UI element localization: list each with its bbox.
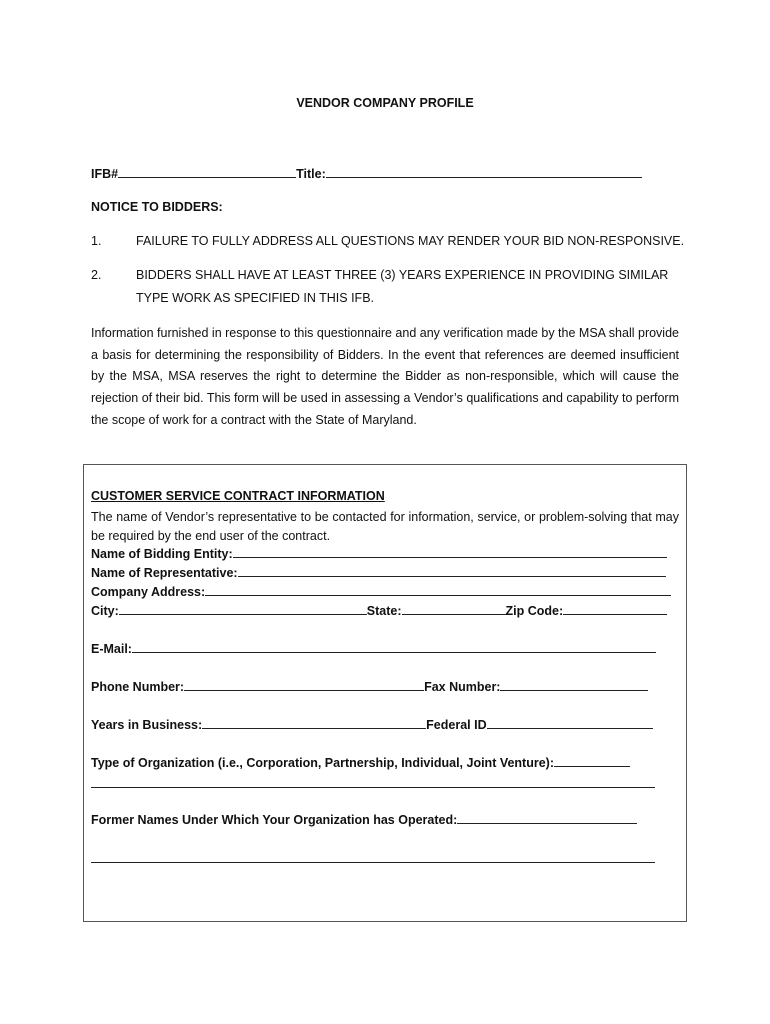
representative-field[interactable] <box>238 565 666 577</box>
years-field[interactable] <box>202 717 426 729</box>
page-title: VENDOR COMPANY PROFILE <box>296 96 474 110</box>
org-type-field[interactable] <box>554 755 630 767</box>
notice-2-text-line1: BIDDERS SHALL HAVE AT LEAST THREE (3) YEARS EXPERIENCE IN PROVIDING SIMILAR <box>136 268 669 282</box>
bidding-entity-row <box>91 546 667 561</box>
company-address-row <box>91 584 671 599</box>
notice-2-number: 2. <box>91 268 102 282</box>
org-type-continuation-line[interactable] <box>91 787 655 788</box>
state-field[interactable] <box>402 603 506 615</box>
email-field[interactable] <box>132 641 656 653</box>
company-address-label: Company Address: <box>91 585 206 599</box>
section-description: The name of Vendor’s representative to be contacted for information, service, or problem-solving that may be required by the end user of the contract. <box>91 510 679 543</box>
notice-1-number: 1. <box>91 234 102 248</box>
notice-heading: NOTICE TO BIDDERS: <box>91 200 223 214</box>
title-label: Title: <box>296 167 326 181</box>
ifb-row <box>91 166 642 181</box>
org-type-row <box>91 755 630 770</box>
fax-label: Fax Number: <box>424 680 501 694</box>
email-label: E-Mail: <box>91 642 132 656</box>
phone-field[interactable] <box>184 679 424 691</box>
city-label: City: <box>91 604 119 618</box>
title-field[interactable] <box>326 166 642 178</box>
email-row <box>91 641 656 656</box>
federal-id-label: Federal ID <box>426 718 487 732</box>
zip-label: Zip Code: <box>505 604 564 618</box>
city-field[interactable] <box>119 603 367 615</box>
notice-2-text-line2: TYPE WORK AS SPECIFIED IN THIS IFB. <box>136 291 375 305</box>
city-state-zip-row <box>91 603 667 618</box>
representative-row <box>91 565 666 580</box>
former-names-label: Former Names Under Which Your Organization has Operated: <box>91 813 458 827</box>
intro-paragraph: Information furnished in response to this questionnaire and any verification made by the MSA shall provide a basis for determining the responsibility of Bidders. In the event that references are deemed insufficient by the MSA, MSA reserves the right to determine the Bidder as non-responsible, which will cause the rejection of their bid. This form will be used in assessing a Vendor’s qualifications and capability to perform the scope of work for a contract with the State of Maryland. <box>91 326 679 427</box>
section-heading: CUSTOMER SERVICE CONTRACT INFORMATION <box>91 489 385 503</box>
phone-fax-row <box>91 679 648 694</box>
notice-1-text: FAILURE TO FULLY ADDRESS ALL QUESTIONS MAY RENDER YOUR BID NON-RESPONSIVE. <box>136 234 685 248</box>
bidding-entity-label: Name of Bidding Entity: <box>91 547 233 561</box>
bidding-entity-field[interactable] <box>233 546 667 558</box>
phone-label: Phone Number: <box>91 680 185 694</box>
years-federal-row <box>91 717 653 732</box>
years-label: Years in Business: <box>91 718 203 732</box>
former-names-row <box>91 812 637 827</box>
zip-field[interactable] <box>563 603 667 615</box>
representative-label: Name of Representative: <box>91 566 238 580</box>
ifb-field[interactable] <box>118 166 296 178</box>
ifb-label: IFB# <box>91 167 119 181</box>
former-names-continuation-line[interactable] <box>91 862 655 863</box>
former-names-field[interactable] <box>457 812 637 824</box>
company-address-field[interactable] <box>205 584 671 596</box>
federal-id-field[interactable] <box>487 717 653 729</box>
state-label: State: <box>366 604 402 618</box>
fax-field[interactable] <box>500 679 648 691</box>
org-type-label: Type of Organization (i.e., Corporation, Partnership, Individual, Joint Venture): <box>91 756 555 770</box>
